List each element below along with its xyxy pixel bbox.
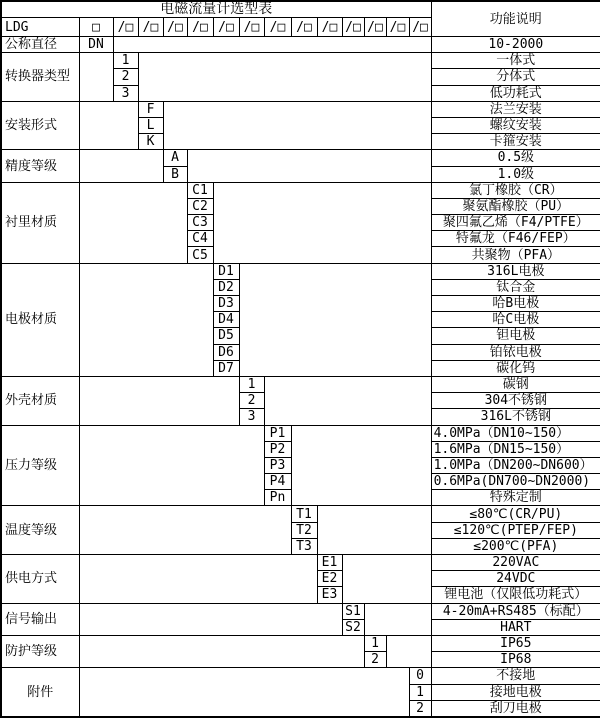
description-cell: 碳化钨 xyxy=(431,360,600,376)
model-slot-cell: /□ xyxy=(264,18,291,37)
code-cell: A xyxy=(163,150,187,166)
category-label: 外壳材质 xyxy=(1,376,79,425)
code-cell: T2 xyxy=(291,522,317,538)
code-cell: E2 xyxy=(317,571,342,587)
description-cell: 4-20mA+RS485（标配） xyxy=(431,603,600,619)
category-label: 供电方式 xyxy=(1,555,79,604)
spacer-cell xyxy=(264,376,431,425)
model-slot-cell: /□ xyxy=(386,18,409,37)
description-cell: ≤200℃(PFA) xyxy=(431,538,600,554)
description-cell: ≤80℃(CR/PU) xyxy=(431,506,600,522)
description-cell: 1.6MPa（DN15~150） xyxy=(431,441,600,457)
spacer-cell xyxy=(291,425,431,506)
description-cell: 24VDC xyxy=(431,571,600,587)
model-slot-cell: /□ xyxy=(291,18,317,37)
spacer-cell xyxy=(79,182,187,263)
model-slot-cell: /□ xyxy=(187,18,213,37)
code-cell: D5 xyxy=(213,328,239,344)
code-cell: P2 xyxy=(264,441,291,457)
code-cell: B xyxy=(163,166,187,182)
code-cell: 3 xyxy=(239,409,264,425)
description-cell: 聚四氟乙烯（F4/PTFE） xyxy=(431,215,600,231)
code-cell: D7 xyxy=(213,360,239,376)
spacer-cell xyxy=(79,506,291,555)
spacer-cell xyxy=(386,635,431,667)
spacer-cell xyxy=(79,425,264,506)
code-cell: S2 xyxy=(342,619,364,635)
category-label: 压力等级 xyxy=(1,425,79,506)
spacer-cell xyxy=(79,263,213,376)
description-cell: ≤120℃(PTEP/FEP) xyxy=(431,522,600,538)
description-cell: 氯丁橡胶（CR） xyxy=(431,182,600,198)
code-cell: E3 xyxy=(317,587,342,603)
description-cell: 锂电池（仅限低功耗式） xyxy=(431,587,600,603)
spacer-cell xyxy=(79,555,317,604)
code-cell: T1 xyxy=(291,506,317,522)
category-label: 公称直径 xyxy=(1,37,79,53)
code-cell: C1 xyxy=(187,182,213,198)
description-cell: 钛合金 xyxy=(431,279,600,295)
description-cell: 卡箍安装 xyxy=(431,134,600,150)
spacer-cell xyxy=(113,37,431,53)
spacer-cell xyxy=(79,668,409,717)
code-cell: D4 xyxy=(213,312,239,328)
category-label: 防护等级 xyxy=(1,635,79,667)
description-cell: IP65 xyxy=(431,635,600,651)
spacer-cell xyxy=(213,182,431,263)
code-cell: 2 xyxy=(409,700,431,717)
model-slot-cell: /□ xyxy=(213,18,239,37)
code-cell: 2 xyxy=(364,652,386,668)
description-cell: 法兰安装 xyxy=(431,101,600,117)
category-label: 安装形式 xyxy=(1,101,79,150)
code-cell: D1 xyxy=(213,263,239,279)
code-cell: P4 xyxy=(264,474,291,490)
model-slot-cell: /□ xyxy=(113,18,138,37)
description-cell: 特殊定制 xyxy=(431,490,600,506)
description-cell: 低功耗式 xyxy=(431,85,600,101)
code-cell: 3 xyxy=(113,85,138,101)
model-slot-cell: /□ xyxy=(409,18,431,37)
code-cell: 1 xyxy=(113,53,138,69)
description-cell: 聚氨酯橡胶（PU） xyxy=(431,198,600,214)
spacer-cell xyxy=(163,101,431,150)
category-label: 电极材质 xyxy=(1,263,79,376)
description-cell: 316L不锈钢 xyxy=(431,409,600,425)
category-label: 信号输出 xyxy=(1,603,79,635)
description-cell: 1.0MPa（DN200~DN600） xyxy=(431,457,600,473)
code-cell: C4 xyxy=(187,231,213,247)
code-cell: D3 xyxy=(213,296,239,312)
spacer-cell xyxy=(239,263,431,376)
code-cell: Pn xyxy=(264,490,291,506)
spacer-cell xyxy=(187,150,431,182)
code-cell: 2 xyxy=(239,393,264,409)
code-cell: T3 xyxy=(291,538,317,554)
code-cell: DN xyxy=(79,37,113,53)
description-cell: 10-2000 xyxy=(431,37,600,53)
code-cell: 1 xyxy=(239,376,264,392)
description-cell: 刮刀电极 xyxy=(431,700,600,717)
code-cell: C3 xyxy=(187,215,213,231)
description-cell: 一体式 xyxy=(431,53,600,69)
category-label: 转换器类型 xyxy=(1,53,79,102)
code-cell: 1 xyxy=(409,684,431,700)
function-column-header: 功能说明 xyxy=(431,1,600,37)
code-cell: P1 xyxy=(264,425,291,441)
description-cell: 4.0MPa（DN10~150） xyxy=(431,425,600,441)
code-cell: 0 xyxy=(409,668,431,684)
code-cell: E1 xyxy=(317,555,342,571)
spacer-cell xyxy=(79,53,113,102)
code-cell: D2 xyxy=(213,279,239,295)
code-cell: K xyxy=(138,134,163,150)
description-cell: 分体式 xyxy=(431,69,600,85)
category-label: 附件 xyxy=(1,668,79,717)
category-label: 温度等级 xyxy=(1,506,79,555)
code-cell: D6 xyxy=(213,344,239,360)
description-cell: 0.6MPa(DN700~DN2000) xyxy=(431,474,600,490)
description-cell: 钽电极 xyxy=(431,328,600,344)
model-slot-cell: /□ xyxy=(342,18,364,37)
description-cell: 特氟龙（F46/FEP） xyxy=(431,231,600,247)
code-cell: 1 xyxy=(364,635,386,651)
description-cell: 哈B电极 xyxy=(431,296,600,312)
description-cell: 铂铱电极 xyxy=(431,344,600,360)
description-cell: 1.0级 xyxy=(431,166,600,182)
description-cell: 0.5级 xyxy=(431,150,600,166)
code-cell: S1 xyxy=(342,603,364,619)
description-cell: 316L电极 xyxy=(431,263,600,279)
model-box-cell: □ xyxy=(79,18,113,37)
model-slot-cell: /□ xyxy=(163,18,187,37)
description-cell: 碳钢 xyxy=(431,376,600,392)
code-cell: C2 xyxy=(187,198,213,214)
description-cell: 不接地 xyxy=(431,668,600,684)
spacer-cell xyxy=(342,555,431,604)
spacer-cell xyxy=(317,506,431,555)
spacer-cell xyxy=(79,635,364,667)
spacer-cell xyxy=(138,53,431,102)
description-cell: 304不锈钢 xyxy=(431,393,600,409)
model-slot-cell: /□ xyxy=(317,18,342,37)
description-cell: 接地电极 xyxy=(431,684,600,700)
description-cell: 螺纹安装 xyxy=(431,117,600,133)
spacer-cell xyxy=(79,150,163,182)
spacer-cell xyxy=(79,101,138,150)
model-slot-cell: /□ xyxy=(364,18,386,37)
model-prefix-cell: LDG xyxy=(1,18,79,37)
description-cell: 220VAC xyxy=(431,555,600,571)
code-cell: F xyxy=(138,101,163,117)
code-cell: P3 xyxy=(264,457,291,473)
description-cell: 共聚物（PFA） xyxy=(431,247,600,263)
code-cell: 2 xyxy=(113,69,138,85)
model-slot-cell: /□ xyxy=(239,18,264,37)
description-cell: IP68 xyxy=(431,652,600,668)
table-title: 电磁流量计选型表 xyxy=(1,1,431,18)
spacer-cell xyxy=(79,603,342,635)
spacer-cell xyxy=(79,376,239,425)
code-cell: C5 xyxy=(187,247,213,263)
description-cell: 哈C电极 xyxy=(431,312,600,328)
model-slot-cell: /□ xyxy=(138,18,163,37)
spacer-cell xyxy=(364,603,431,635)
category-label: 衬里材质 xyxy=(1,182,79,263)
code-cell: L xyxy=(138,117,163,133)
category-label: 精度等级 xyxy=(1,150,79,182)
description-cell: HART xyxy=(431,619,600,635)
